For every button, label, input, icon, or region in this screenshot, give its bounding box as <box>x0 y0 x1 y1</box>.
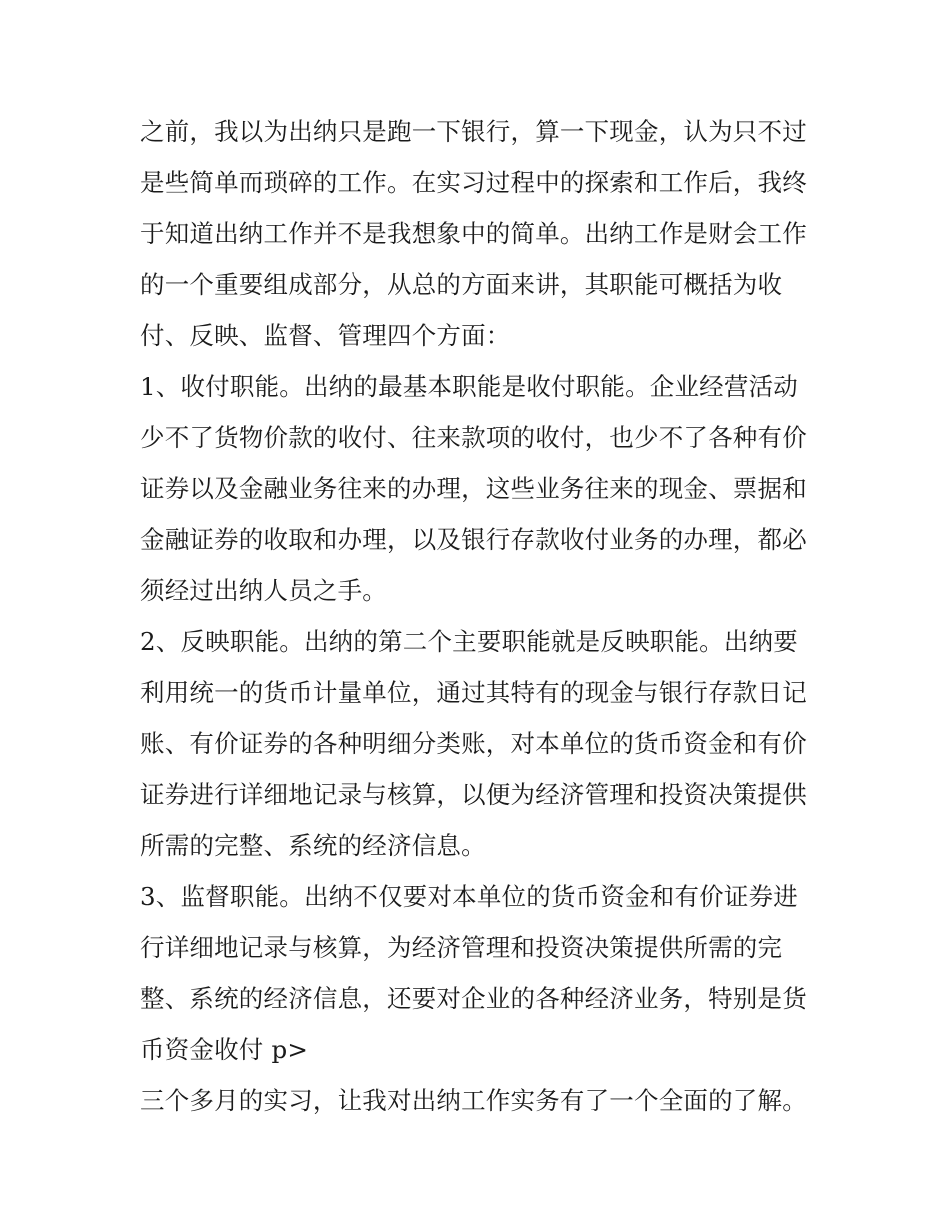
text-line: 是些简单而琐碎的工作。在实习过程中的探索和工作后，我终 <box>140 168 807 197</box>
text-line: 2、反映职能。出纳的第二个主要职能就是反映职能。出纳要 <box>140 627 798 656</box>
text-line: 证券进行详细地记录与核算，以便为经济管理和投资决策提供 <box>140 780 807 809</box>
text-line: 账、有价证券的各种明细分类账，对本单位的货币资金和有价 <box>140 729 807 758</box>
text-line: 金融证券的收取和办理，以及银行存款收付业务的办理，都必 <box>140 525 807 554</box>
text-line: 所需的完整、系统的经济信息。 <box>140 831 486 860</box>
text-line: 整、系统的经济信息，还要对企业的各种经济业务，特别是货 <box>140 984 807 1013</box>
text-line: 行详细地记录与核算，为经济管理和投资决策提供所需的完 <box>140 933 783 962</box>
text-line: 币资金收付 p> <box>140 1035 309 1064</box>
text-line: 1、收付职能。出纳的最基本职能是收付职能。企业经营活动 <box>140 372 798 401</box>
text-line: 少不了货物价款的收付、往来款项的收付，也少不了各种有价 <box>140 423 807 452</box>
text-line: 证券以及金融业务往来的办理，这些业务往来的现金、票据和 <box>140 474 807 503</box>
text-line: 付、反映、监督、管理四个方面： <box>140 321 511 350</box>
text-line: 利用统一的货币计量单位，通过其特有的现金与银行存款日记 <box>140 678 807 707</box>
text-line: 的一个重要组成部分，从总的方面来讲，其职能可概括为收 <box>140 270 783 299</box>
text-line: 3、监督职能。出纳不仅要对本单位的货币资金和有价证券进 <box>140 882 798 911</box>
text-line: 之前，我以为出纳只是跑一下银行，算一下现金，认为只不过 <box>140 117 807 146</box>
text-line: 须经过出纳人员之手。 <box>140 576 387 605</box>
text-line: 于知道出纳工作并不是我想象中的简单。出纳工作是财会工作 <box>140 219 807 248</box>
document-body <box>140 106 820 1126</box>
text-line: 三个多月的实习，让我对出纳工作实务有了一个全面的了解。 <box>140 1086 807 1115</box>
